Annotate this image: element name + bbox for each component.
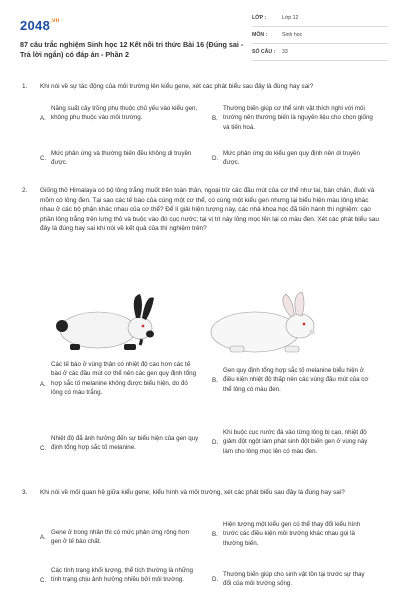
- option-letter: D.: [212, 439, 219, 446]
- option-letter: B.: [212, 377, 218, 384]
- info-label: MÔN :: [252, 32, 268, 38]
- info-label: SỐ CÂU :: [252, 49, 276, 55]
- option-text: Mức phản ứng và thường biến đều không di truyền được.: [51, 150, 192, 167]
- document-title: 87 câu trắc nghiệm Sinh học 12 Kết nối tri thức Bài 16 (Đúng sai - Trả lời ngắn) có đáp án - Phần 2: [20, 40, 244, 59]
- option-letter: C.: [40, 155, 47, 162]
- option-text: Năng suất cây trồng phụ thuộc chủ yếu vào kiểu gen, không phụ thuộc vào môi trường.: [51, 105, 198, 122]
- info-label: LỚP :: [252, 15, 267, 21]
- question-text: Khi nói về mối quan hệ giữa kiểu gene, kiểu hình và môi trường, xét các phát biểu sau đây là đúng hay sai?: [40, 489, 345, 496]
- question-number: 3.: [22, 489, 28, 496]
- info-row-subject: [252, 29, 388, 44]
- option-text: Hiện tượng một kiểu gen có thể thay đổi kiểu hình trước các điều kiện môi trường khác nhau gọi là thường biến.: [223, 521, 361, 547]
- option-letter: C.: [40, 577, 47, 584]
- option-letter: D.: [212, 155, 219, 162]
- question-number: 1.: [22, 83, 28, 90]
- option-text: Các tế bào ở vùng thân có nhiệt độ cao hơn các tế bào ở các đầu mút cơ thể nên các gen quy định tổng hợp sắc tố melanine không được biểu hiện, do đó lông có màu trắng.: [51, 361, 197, 397]
- question-number: 2.: [22, 187, 28, 194]
- option-text: Các tính trạng khối lượng, thể tích thường là những tính trạng chịu ảnh hưởng nhiều bởi môi trường.: [51, 567, 193, 584]
- rabbit-illustration-left: [56, 294, 154, 350]
- option-letter: A.: [40, 381, 46, 388]
- option-text: Thường biến giúp cơ thể sinh vật thích nghi với môi trường nên thường biến là nguyên liệu cho chọn giống và tiến hoá.: [223, 105, 373, 131]
- himalayan-rabbit-figure: [40, 290, 360, 358]
- option-text: Nhiệt độ đã ảnh hưởng đến sự biểu hiện của gen quy định tổng hợp sắc tố melanine.: [51, 435, 199, 452]
- option-text: Gene ở trong nhân thì có mức phản ứng rộng hơn gen ở tế bào chất.: [51, 529, 190, 546]
- option-text: Thường biến giúp cho sinh vật tồn tại trước sự thay đổi của môi trường sống.: [223, 571, 365, 588]
- rabbit-illustration-right: [211, 292, 315, 352]
- option-letter: A.: [40, 115, 46, 122]
- info-value: Lớp 12: [282, 15, 299, 21]
- info-value: 33: [282, 49, 288, 55]
- question-text: Khi nói về sự tác động của môi trường lên kiểu gene, xét các phát biểu sau đây là đúng hay sai?: [40, 83, 314, 90]
- info-table: [252, 12, 388, 63]
- info-value: Sinh học: [282, 32, 303, 38]
- question-text: Giống thỏ Himalaya có bộ lông trắng muốt trên toàn thân, ngoại trừ các đầu mút của cơ thể như tai, bàn chân, đuôi và mõm có lông đen. Tại sao các tế bào của cùng một cơ thể, có cùng một kiểu gen nhưng lại biểu hiện màu lông khác nhau ở các bộ phận khác nhau của cơ thể? Để lí giải hiện tượng này, các nhà khoa học đã tiến hành thí nghiệm: cạo phần lông trắng trên lưng thỏ và buộc vào đó cục nước; tại vị trí này lông mọc lên lại có màu đen. Xét các phát biểu sau đây là đúng hay sai khi nói về kết quả của thí nghiệm trên?: [40, 187, 379, 232]
- option-letter: D.: [212, 576, 219, 583]
- option-letter: A.: [40, 534, 46, 541]
- logo-suffix: .vn: [50, 18, 60, 24]
- option-letter: C.: [40, 445, 47, 452]
- info-row-count: [252, 46, 388, 61]
- info-row-class: [252, 12, 388, 27]
- option-text: Mức phản ứng do kiểu gen quy định nên di truyền được.: [223, 150, 360, 167]
- option-letter: B.: [212, 531, 218, 538]
- option-text: Khi buộc cục nước đá vào từng lông bị cạo, nhiệt độ giảm đột ngột làm phát sinh đột biến gen ở vùng này làm cho lông mọc lên có màu đen.: [223, 429, 368, 455]
- site-logo[interactable]: [20, 18, 60, 33]
- logo-text: 2048: [20, 18, 51, 33]
- option-letter: B.: [212, 115, 218, 122]
- option-text: Gen quy định tổng hợp sắc tố melanine biểu hiện ở điều kiện nhiệt độ thấp nên các vùng đầu mút của cơ thể lông có màu đen.: [223, 367, 369, 393]
